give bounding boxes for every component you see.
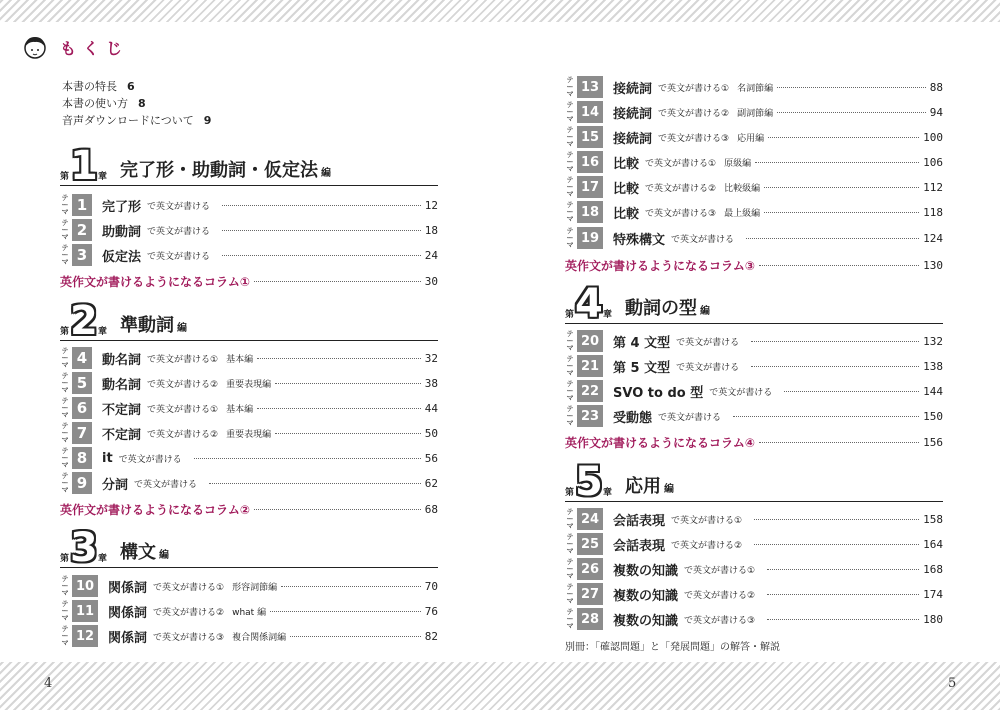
topic-row[interactable]: テーマ 25 会話表現 で英文が書ける② 164 [566, 532, 943, 555]
left-page-number: 4 [44, 676, 53, 691]
supplement-note: 別冊：「確認問題」と「発展問題」の解答・解説 [565, 642, 780, 653]
topic-row[interactable]: テーマ 23 受動態 で英文が書ける 150 [566, 404, 943, 427]
chapter-divider [565, 501, 943, 502]
topic-row[interactable]: テーマ 11 関係詞 で英文が書ける② what 編 76 [61, 599, 438, 622]
topic-row[interactable]: テーマ 2 助動詞 で英文が書ける 18 [61, 218, 438, 241]
topic-row[interactable]: テーマ 18 比較 で英文が書ける③ 最上級編 118 [566, 200, 943, 223]
chapter-divider [60, 340, 438, 341]
column-link[interactable]: 英作文が書けるようになるコラム① 30 [60, 274, 438, 289]
column-link[interactable]: 英作文が書けるようになるコラム④ 156 [565, 435, 943, 450]
topic-row[interactable]: テーマ 9 分詞 で英文が書ける 62 [61, 471, 438, 494]
bottom-stripe-border [0, 662, 1000, 710]
chapter-heading: 第 1 章 完了形・助動詞・仮定法 編 [60, 140, 438, 186]
topic-row[interactable]: テーマ 6 不定詞 で英文が書ける① 基本編 44 [61, 396, 438, 419]
topic-row[interactable]: テーマ 20 第 4 文型 で英文が書ける 132 [566, 329, 943, 352]
topic-row[interactable]: テーマ 5 動名詞 で英文が書ける② 重要表現編 38 [61, 371, 438, 394]
topic-row[interactable]: テーマ 8 it で英文が書ける 56 [61, 446, 438, 469]
topic-row[interactable]: テーマ 19 特殊構文 で英文が書ける 124 [566, 226, 943, 249]
intro-item[interactable]: 本書の使い方 8 [62, 97, 146, 110]
right-page-number: 5 [948, 676, 957, 691]
topic-row[interactable]: テーマ 28 複数の知識 で英文が書ける③ 180 [566, 607, 943, 630]
topic-row[interactable]: テーマ 7 不定詞 で英文が書ける② 重要表現編 50 [61, 421, 438, 444]
top-stripe-border [0, 0, 1000, 22]
chapter-heading: 第 3 章 構文 編 [60, 522, 438, 568]
topic-row[interactable]: テーマ 3 仮定法 で英文が書ける 24 [61, 243, 438, 266]
column-link[interactable]: 英作文が書けるようになるコラム③ 130 [565, 258, 943, 273]
topic-row[interactable]: テーマ 22 SVO to do 型 で英文が書ける 144 [566, 379, 943, 402]
topic-row[interactable]: テーマ 13 接続詞 で英文が書ける① 名詞節編 88 [566, 75, 943, 98]
character-face-icon [22, 34, 48, 60]
topic-row[interactable]: テーマ 14 接続詞 で英文が書ける② 副詞節編 94 [566, 100, 943, 123]
intro-item[interactable]: 音声ダウンロードについて 9 [62, 114, 212, 127]
topic-row[interactable]: テーマ 1 完了形 で英文が書ける 12 [61, 193, 438, 216]
topic-row[interactable]: テーマ 10 関係詞 で英文が書ける① 形容詞節編 70 [61, 574, 438, 597]
intro-list [62, 78, 211, 129]
topic-row[interactable]: テーマ 17 比較 で英文が書ける② 比較級編 112 [566, 175, 943, 198]
toc-header [22, 34, 129, 60]
topic-row[interactable]: テーマ 15 接続詞 で英文が書ける③ 応用編 100 [566, 125, 943, 148]
topic-row[interactable]: テーマ 26 複数の知識 で英文が書ける① 168 [566, 557, 943, 580]
topic-row[interactable]: テーマ 21 第 5 文型 で英文が書ける 138 [566, 354, 943, 377]
topic-row[interactable]: テーマ 27 複数の知識 で英文が書ける② 174 [566, 582, 943, 605]
topic-row[interactable]: テーマ 16 比較 で英文が書ける① 原級編 106 [566, 150, 943, 173]
chapter-divider [60, 185, 438, 186]
chapter-heading: 第 5 章 応用 編 [565, 456, 943, 502]
chapter-divider [60, 567, 438, 568]
chapter-divider [565, 323, 943, 324]
chapter-heading: 第 4 章 動詞の型 編 [565, 278, 943, 324]
toc-title: もくじ [60, 38, 130, 58]
chapter-heading: 第 2 章 準動詞 編 [60, 295, 438, 341]
intro-item[interactable]: 本書の特長 6 [62, 80, 135, 93]
topic-row[interactable]: テーマ 12 関係詞 で英文が書ける③ 複合関係詞編 82 [61, 624, 438, 647]
topic-row[interactable]: テーマ 24 会話表現 で英文が書ける① 158 [566, 507, 943, 530]
topic-row[interactable]: テーマ 4 動名詞 で英文が書ける① 基本編 32 [61, 346, 438, 369]
column-link[interactable]: 英作文が書けるようになるコラム② 68 [60, 502, 438, 517]
